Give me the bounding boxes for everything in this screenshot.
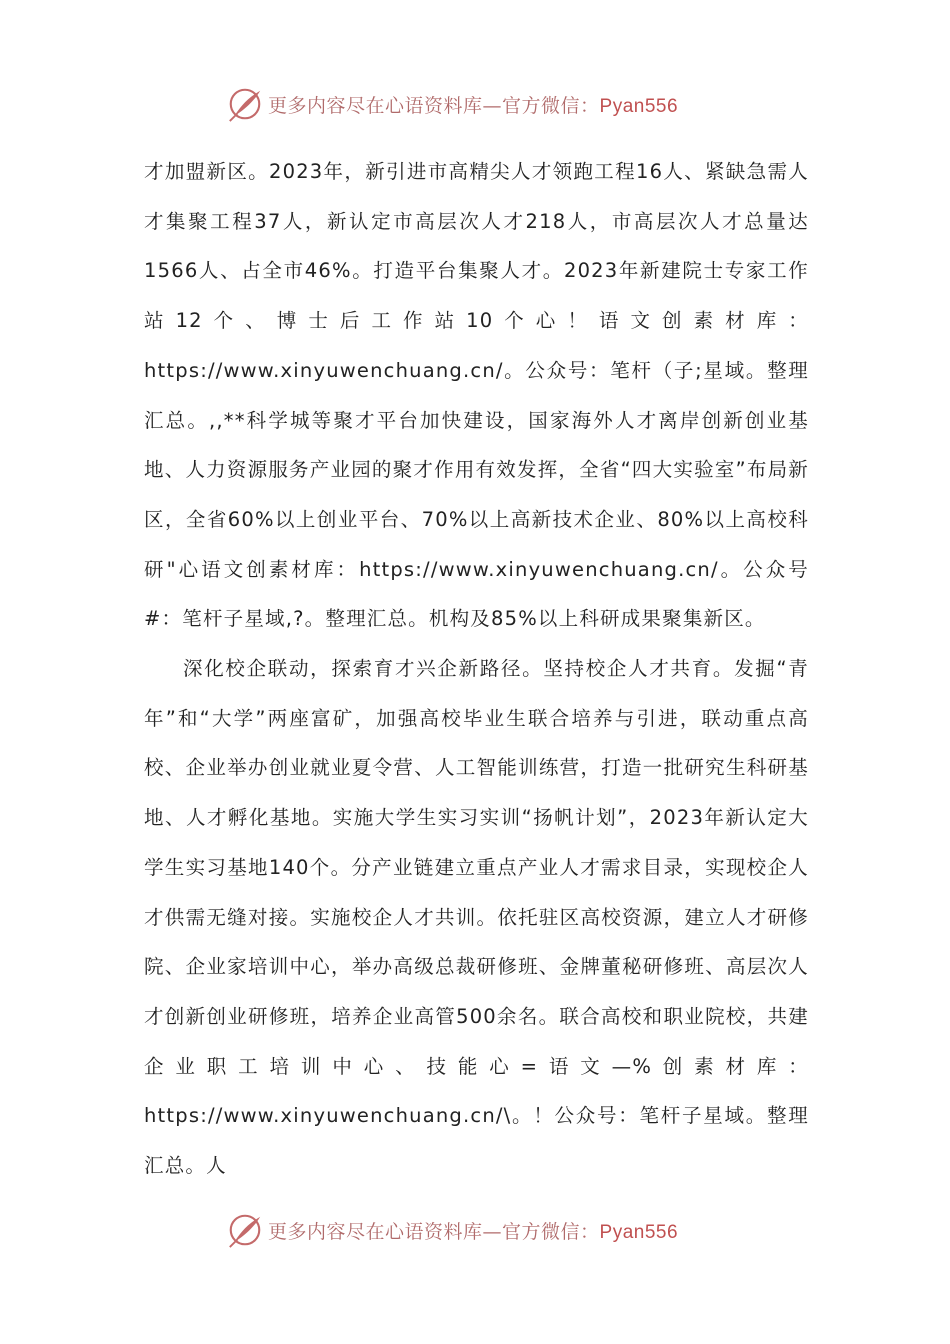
quill-logo-icon bbox=[226, 1211, 264, 1249]
quill-logo-icon bbox=[226, 85, 264, 123]
header-dash: — bbox=[482, 94, 503, 117]
footer-wechat-id: Pyan556 bbox=[599, 1221, 679, 1243]
header-text bbox=[268, 91, 678, 118]
header-wechat-id: Pyan556 bbox=[599, 95, 679, 117]
footer-dash: — bbox=[482, 1220, 503, 1243]
paragraph-1: 才加盟新区。2023年，新引进市高精尖人才领跑工程16人、紧缺急需人才集聚工程37人，新认定市高层次人才218人，市高层次人才总量达1566人、占全市46%。打造平台集聚人才。2023年新建院士专家工作站12个、博士后工作站10个心！语文创素材库：https://www.xinyuwenchuang.cn/。公众号：笔杆（子;星域。整理汇总。,,**科学城等聚才平台加快建设，国家海外人才离岸创新创业基地、人力资源服务产业园的聚才作用有效发挥，全省“四大实验室”布局新区，全省60%以上创业平台、70%以上高新技术企业、80%以上高校科研"心语文创素材库：https://www.xinyuwenchuang.cn/。公众号#：笔杆子星域,?。整理汇总。机构及85%以上科研成果聚集新区。 bbox=[144, 160, 809, 631]
header-banner bbox=[226, 84, 726, 124]
header-sub-text: 官方微信： bbox=[502, 94, 600, 117]
footer-sub-text: 官方微信： bbox=[502, 1220, 600, 1243]
paragraph-2: 深化校企联动，探索育才兴企新路径。坚持校企人才共育。发掘“青年”和“大学”两座富矿，加强高校毕业生联合培养与引进，联动重点高校、企业举办创业就业夏令营、人工智能训练营，打造一批研究生科研基地、人才孵化基地。实施大学生实习实训“扬帆计划”，2023年新认定大学生实习基地140个。分产业链建立重点产业人才需求目录，实现校企人才供需无缝对接。实施校企人才共训。依托驻区高校资源，建立人才研修院、企业家培训中心，举办高级总裁研修班、金牌董秘研修班、高层次人才创新创业研修班，培养企业高管500余名。联合高校和职业院校，共建企业职工培训中心、技能心=语文—%创素材库：https://www.xinyuwenchuang.cn/\。！公众号：笔杆子星域。整理汇总。人 bbox=[144, 657, 809, 1178]
footer-main-text: 更多内容尽在心语资料库 bbox=[268, 1220, 483, 1243]
document-body bbox=[144, 147, 809, 1191]
footer-banner bbox=[226, 1210, 726, 1250]
footer-text bbox=[268, 1217, 678, 1244]
header-main-text: 更多内容尽在心语资料库 bbox=[268, 94, 483, 117]
